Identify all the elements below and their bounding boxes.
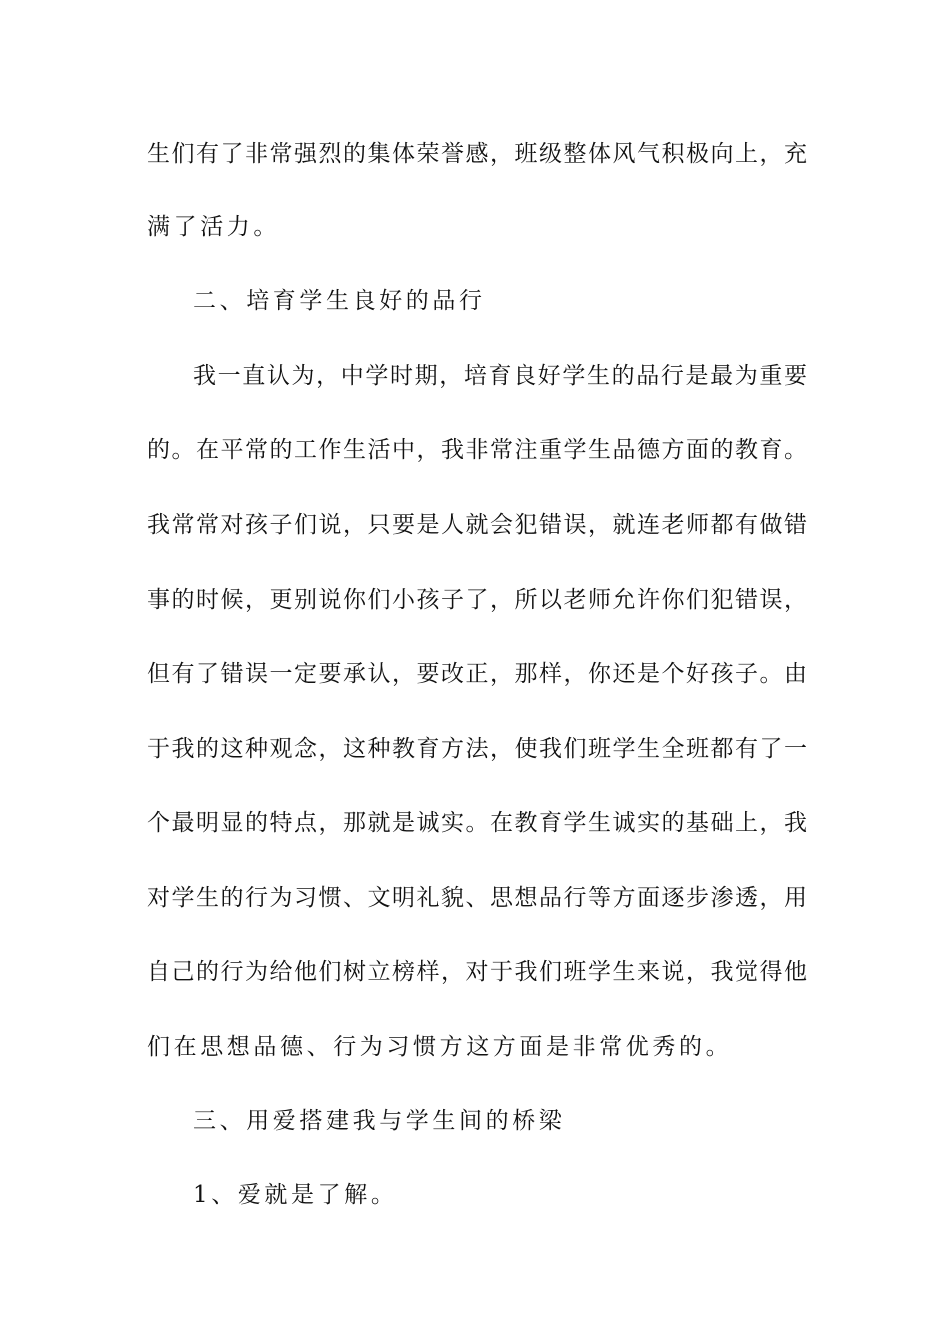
- paragraph-line: 生们有了非常强烈的集体荣誉感，班级整体风气积极向上，充: [147, 141, 807, 167]
- paragraph-line: 对学生的行为习惯、文明礼貌、思想品行等方面逐步渗透，用: [147, 885, 807, 911]
- paragraph-line: 于我的这种观念，这种教育方法，使我们班学生全班都有了一: [147, 736, 807, 762]
- paragraph-line: 但有了错误一定要承认，要改正，那样，你还是个好孩子。由: [147, 661, 807, 687]
- paragraph-line: 满了活力。: [147, 214, 280, 240]
- section-heading: 二、培育学生良好的品行: [193, 288, 486, 314]
- paragraph-line: 我一直认为，中学时期，培育良好学生的品行是最为重要: [193, 363, 807, 389]
- subsection-heading: 1、爱就是了解。: [193, 1182, 398, 1208]
- paragraph-line: 我常常对孩子们说，只要是人就会犯错误，就连老师都有做错: [147, 512, 807, 538]
- paragraph-line: 们在思想品德、行为习惯方这方面是非常优秀的。: [147, 1034, 733, 1060]
- paragraph-line: 个最明显的特点，那就是诚实。在教育学生诚实的基础上，我: [147, 810, 807, 836]
- paragraph-line: 事的时候，更别说你们小孩子了，所以老师允许你们犯错误，: [147, 587, 807, 613]
- paragraph-line: 自己的行为给他们树立榜样，对于我们班学生来说，我觉得他: [147, 959, 807, 985]
- section-heading: 三、用爱搭建我与学生间的桥梁: [193, 1108, 566, 1134]
- paragraph-line: 的。在平常的工作生活中，我非常注重学生品德方面的教育。: [147, 437, 807, 463]
